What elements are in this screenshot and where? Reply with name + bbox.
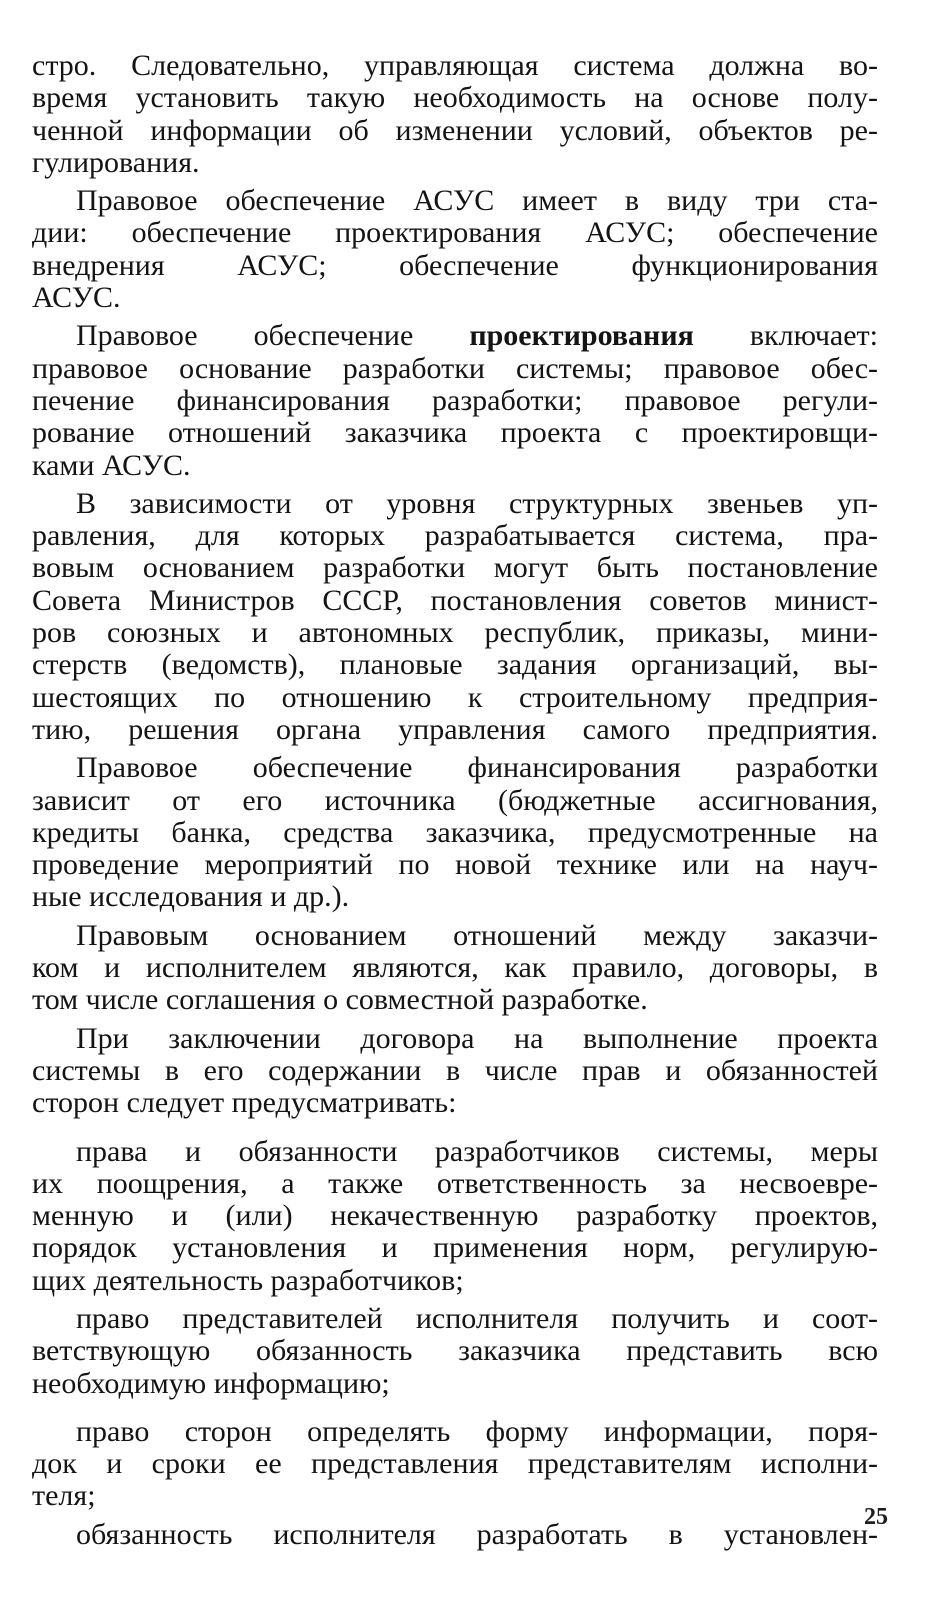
text-line: проведение мероприятий по новой технике или на науч- xyxy=(32,848,878,882)
text-line: печение финансирования разработки; правовое регули- xyxy=(32,383,878,417)
paragraph xyxy=(32,50,878,179)
text-line: сторон следует предусматривать: xyxy=(32,1086,457,1120)
paragraph xyxy=(32,185,878,314)
text-line: время установить такую необходимость на основе полу- xyxy=(32,81,878,115)
text-line: При заключении договора на выполнение проекта xyxy=(76,1021,878,1055)
text-line: ные исследования и др.). xyxy=(32,880,350,914)
emphasized-term: проектирования xyxy=(469,319,694,353)
text-line: системы в его содержании в числе прав и обязанностей xyxy=(32,1053,878,1087)
text-line: порядок установления и применения норм, регулирую- xyxy=(32,1231,878,1265)
list-item xyxy=(32,1416,878,1513)
text-line: обязанность исполнителя разработать в установлен- xyxy=(76,1517,878,1551)
text-line-with-emphasis xyxy=(32,320,878,352)
text-line: В зависимости от уровня структурных звеньев уп- xyxy=(76,486,878,520)
text-line: зависит от его источника (бюджетные ассигнования, xyxy=(32,783,878,817)
text-line: вовым основанием разработки могут быть постановление xyxy=(32,551,878,585)
text-line: теля; xyxy=(32,1479,96,1513)
text-line: док и сроки ее представления представителям исполни- xyxy=(32,1447,878,1481)
text-line: внедрения АСУС; обеспечение функционирования xyxy=(32,248,878,282)
text-line: ров союзных и автономных республик, приказы, мини- xyxy=(32,616,878,650)
text-line: права и обязанности разработчиков системы, меры xyxy=(76,1134,878,1168)
text-line: рование отношений заказчика проекта с проектировщи- xyxy=(32,416,878,450)
text-line: ками АСУС. xyxy=(32,448,191,482)
paragraph xyxy=(32,752,878,913)
page-number: 25 xyxy=(864,1504,888,1530)
text-line: кредиты банка, средства заказчика, предусмотренные на xyxy=(32,815,878,849)
text-run: Правовое обеспечение xyxy=(76,319,470,353)
text-line: необходимую информацию; xyxy=(32,1366,390,1400)
text-run: включает: xyxy=(693,319,878,353)
text-line: Совета Министров СССР, постановления советов минист- xyxy=(32,583,878,617)
paragraph xyxy=(32,920,878,1017)
text-line: дии: обеспечение проектирования АСУС; обеспечение xyxy=(32,216,878,250)
text-line: ветствующую обязанность заказчика представить всю xyxy=(32,1334,878,1368)
paragraph xyxy=(32,320,878,481)
text-line: шестоящих по отношению к строительному предприя- xyxy=(32,680,878,714)
text-line: гулирования. xyxy=(32,145,200,179)
text-line: АСУС. xyxy=(32,281,121,315)
paragraph xyxy=(32,1023,878,1120)
text-line: правовое основание разработки системы; правовое обес- xyxy=(32,351,878,385)
list-item xyxy=(32,1303,878,1400)
text-line: Правовым основанием отношений между заказчи- xyxy=(76,918,878,952)
text-line: право сторон определять форму информации, поря- xyxy=(76,1414,878,1448)
text-line: Правовое обеспечение финансирования разработки xyxy=(76,751,878,785)
text-line: менную и (или) некачественную разработку проектов, xyxy=(32,1199,878,1233)
text-line: ком и исполнителем являются, как правило, договоры, в xyxy=(32,951,878,985)
text-line: их поощрения, а также ответственность за несвоевре- xyxy=(32,1166,878,1200)
text-line: стро. Следовательно, управляющая система должна во- xyxy=(32,49,878,82)
text-line: ченной информации об изменении условий, объектов ре- xyxy=(32,113,878,147)
text-line: тию, решения органа управления самого предприятия. xyxy=(32,712,878,746)
list-item xyxy=(32,1519,878,1551)
text-line: том числе соглашения о совместной разработке. xyxy=(32,983,648,1017)
text-line: право представителей исполнителя получить и соот- xyxy=(76,1301,878,1335)
text-line: щих деятельность разработчиков; xyxy=(32,1263,464,1297)
text-line: равления, для которых разрабатывается система, пра- xyxy=(32,519,878,553)
list-item xyxy=(32,1136,878,1297)
page-body xyxy=(32,50,878,1551)
text-line: Правовое обеспечение АСУС имеет в виду три ста- xyxy=(76,184,878,218)
paragraph xyxy=(32,488,878,746)
text-line: стерств (ведомств), плановые задания организаций, вы- xyxy=(32,648,878,682)
